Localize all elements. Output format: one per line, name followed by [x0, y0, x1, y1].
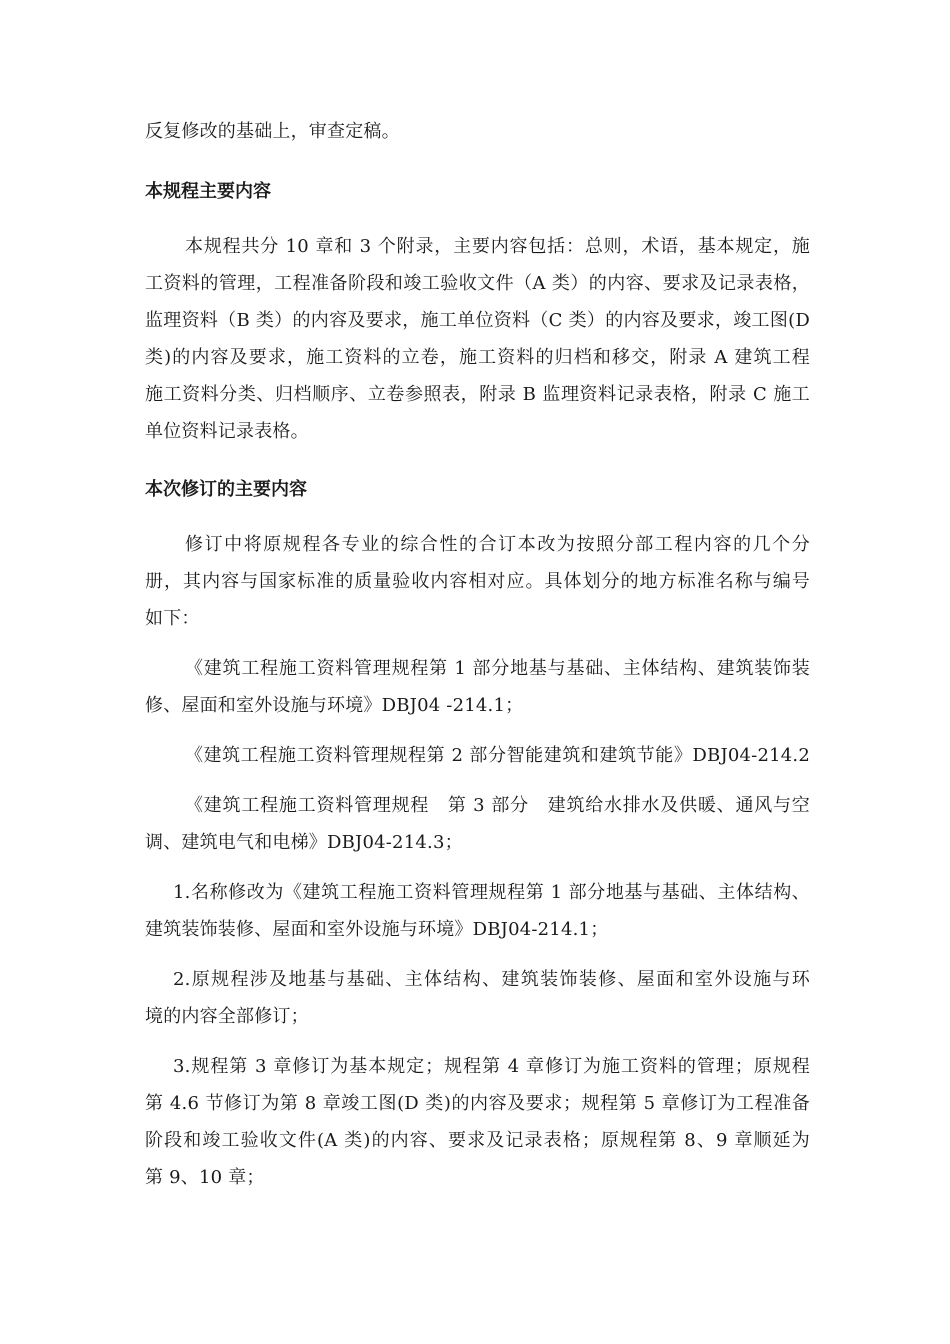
revision-item-3: 3.规程第 3 章修订为基本规定；规程第 4 章修订为施工资料的管理；原规程 — [173, 1056, 810, 1077]
revision-item-3-cont: 第 4.6 节修订为第 8 章竣工图(D 类)的内容及要求；规程第 5 章修订为工程准备 — [145, 1093, 810, 1114]
standard-title-1: 《建筑工程施工资料管理规程第 1 部分地基与基础、主体结构、建筑装饰装 — [185, 658, 810, 679]
paragraph-line: 本规程共分 10 章和 3 个附录，主要内容包括：总则，术语，基本规定，施 — [185, 236, 810, 257]
paragraph-line: 监理资料（B 类）的内容及要求，施工单位资料（C 类）的内容及要求，竣工图(D — [145, 310, 810, 331]
paragraph-line: 如下： — [145, 608, 200, 629]
revision-item-2-cont: 境的内容全部修订； — [145, 1006, 309, 1027]
paragraph-line: 修订中将原规程各专业的综合性的合订本改为按照分部工程内容的几个分 — [185, 534, 810, 555]
paragraph-line: 施工资料分类、归档顺序、立卷参照表，附录 B 监理资料记录表格，附录 C 施工 — [145, 384, 810, 405]
standard-title-1-cont: 修、屋面和室外设施与环境》DBJ04 -214.1； — [145, 695, 524, 716]
revision-item-3-cont: 第 9、10 章； — [145, 1167, 265, 1188]
intro-tail-text: 反复修改的基础上，审查定稿。 — [145, 121, 400, 142]
paragraph-line: 册，其内容与国家标准的质量验收内容相对应。具体划分的地方标准名称与编号 — [145, 571, 810, 592]
paragraph-line: 单位资料记录表格。 — [145, 421, 309, 442]
revision-item-1: 1.名称修改为《建筑工程施工资料管理规程第 1 部分地基与基础、主体结构、 — [173, 882, 810, 903]
revision-item-3-cont: 阶段和竣工验收文件(A 类)的内容、要求及记录表格；原规程第 8、9 章顺延为 — [145, 1130, 810, 1151]
paragraph-line: 工资料的管理，工程准备阶段和竣工验收文件（A 类）的内容、要求及记录表格， — [145, 273, 810, 294]
section-heading-revision-content: 本次修订的主要内容 — [145, 479, 307, 500]
standard-title-3-cont: 调、建筑电气和电梯》DBJ04-214.3； — [145, 832, 463, 853]
paragraph-line: 类)的内容及要求，施工资料的立卷，施工资料的归档和移交，附录 A 建筑工程 — [145, 347, 810, 368]
section-heading-main-content: 本规程主要内容 — [145, 181, 271, 202]
standard-title-3: 《建筑工程施工资料管理规程 第 3 部分 建筑给水排水及供暖、通风与空 — [185, 795, 810, 816]
standard-title-2: 《建筑工程施工资料管理规程第 2 部分智能建筑和建筑节能》DBJ04-214.2 — [185, 745, 810, 766]
revision-item-1-cont: 建筑装饰装修、屋面和室外设施与环境》DBJ04-214.1； — [145, 919, 609, 940]
revision-item-2: 2.原规程涉及地基与基础、主体结构、建筑装饰装修、屋面和室外设施与环 — [173, 969, 810, 990]
